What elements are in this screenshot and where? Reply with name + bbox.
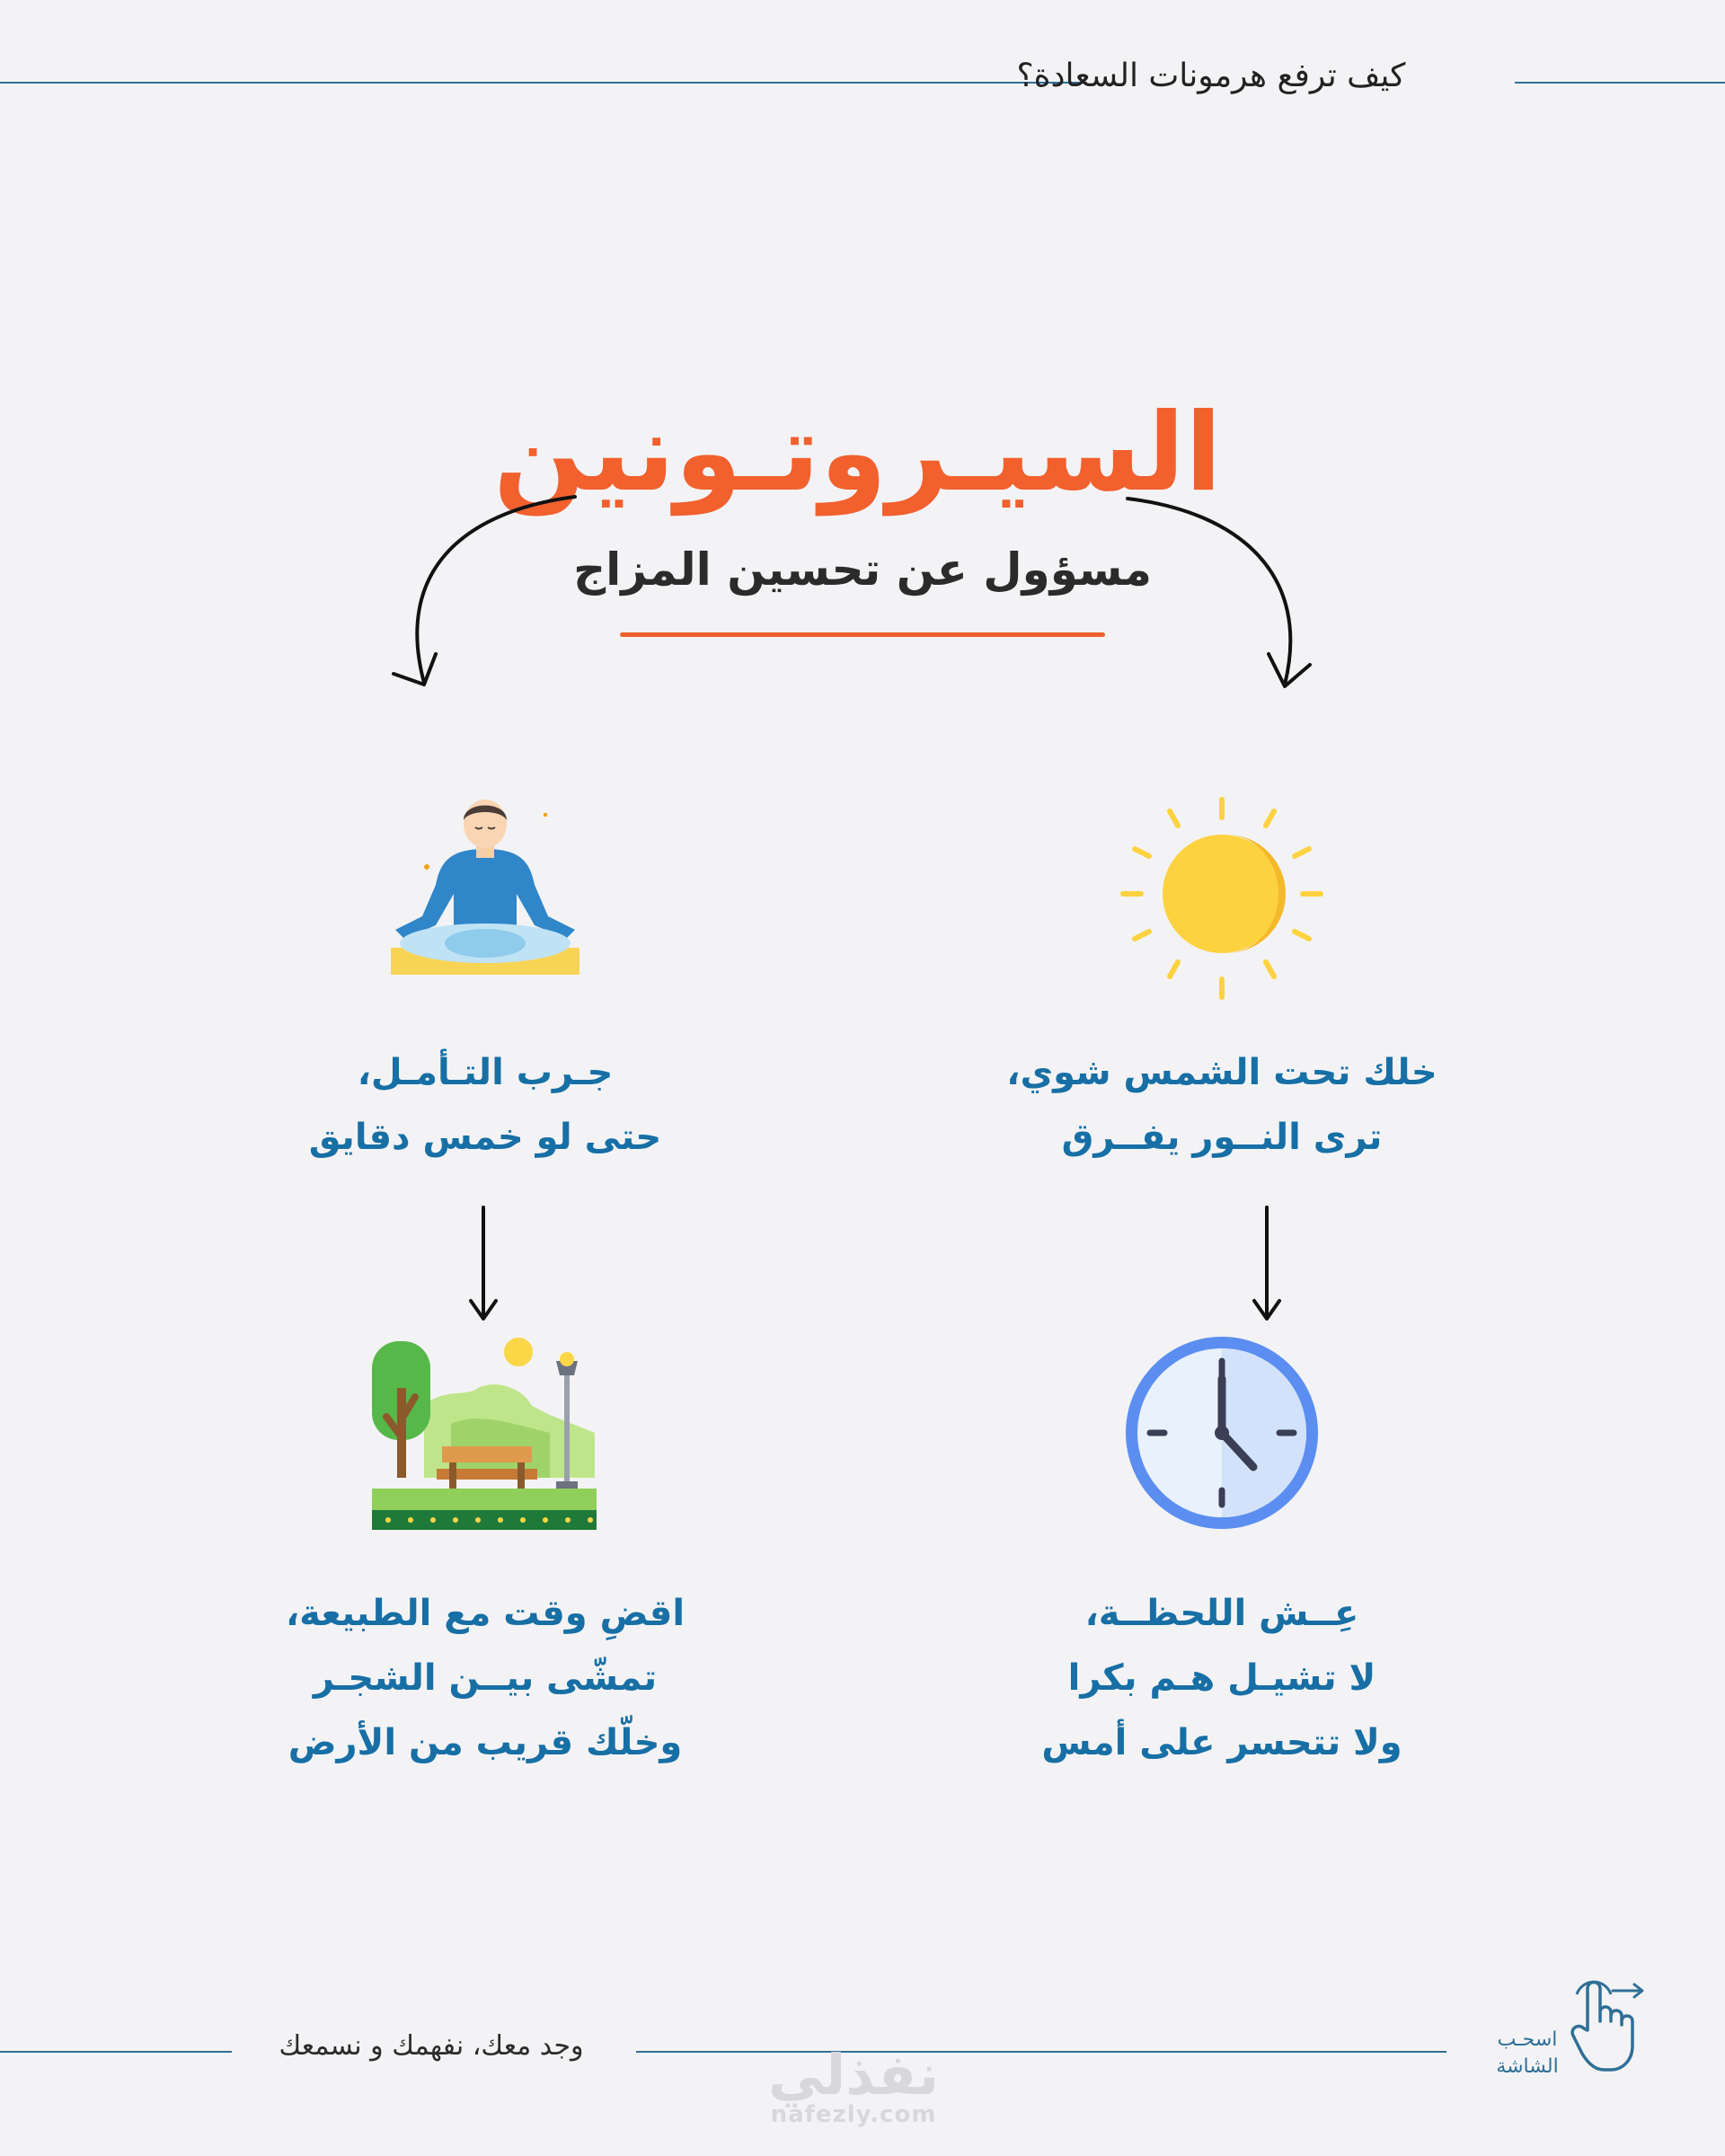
tip-moment-line3: ولا تتحسر على أمس xyxy=(1041,1722,1402,1763)
header-title: كيف ترفع هرمونات السعادة؟ xyxy=(1016,57,1406,94)
down-arrow-right xyxy=(1249,1204,1285,1330)
tip-sun-line1: خلك تحت الشمس شوي، xyxy=(1006,1052,1438,1093)
tip-nature-line3: وخلّك قريب من الأرض xyxy=(288,1722,683,1763)
subtitle: مسؤول عن تحسين المزاج xyxy=(573,543,1152,596)
meditation-icon xyxy=(386,795,584,984)
tip-sun xyxy=(934,1040,1509,1170)
tip-moment-line2: لا تشيـل هـم بكرا xyxy=(1067,1657,1376,1699)
tip-meditation-line1: جـرب التـأمـل، xyxy=(357,1052,614,1093)
watermark xyxy=(719,2044,988,2128)
footer-rule-left xyxy=(0,2051,232,2053)
sun-icon xyxy=(1119,795,1325,1002)
watermark-arabic: نفذلي xyxy=(768,2042,939,2107)
main-title: السيـروتـونين xyxy=(493,391,1222,516)
tip-moment-line1: عِــش اللحظــة، xyxy=(1084,1593,1359,1634)
watermark-url: nafezly.com xyxy=(770,2101,937,2128)
tip-sun-line2: ترى النــور يفــرق xyxy=(1061,1117,1383,1158)
tip-meditation-line2: حتى لو خمس دقايق xyxy=(308,1117,662,1158)
swipe-hint xyxy=(1473,2027,1581,2081)
tip-nature-line2: تمشّى بيــن الشجـر xyxy=(313,1657,658,1699)
tip-nature xyxy=(198,1581,773,1775)
swipe-hand-icon xyxy=(1568,1976,1649,2075)
footer-tagline: وجد معك، نفهمك و نسمعك xyxy=(279,2030,584,2062)
park-bench-icon xyxy=(370,1334,599,1559)
tip-nature-line1: اقضِ وقت مع الطبيعة، xyxy=(285,1593,686,1634)
swipe-hint-line1: اسحـب xyxy=(1497,2028,1558,2051)
tip-meditation xyxy=(198,1040,773,1170)
down-arrow-left xyxy=(465,1204,501,1330)
clock-icon xyxy=(1123,1334,1321,1532)
swipe-hint-line2: الشاشة xyxy=(1496,2055,1559,2078)
tip-moment xyxy=(934,1581,1509,1775)
